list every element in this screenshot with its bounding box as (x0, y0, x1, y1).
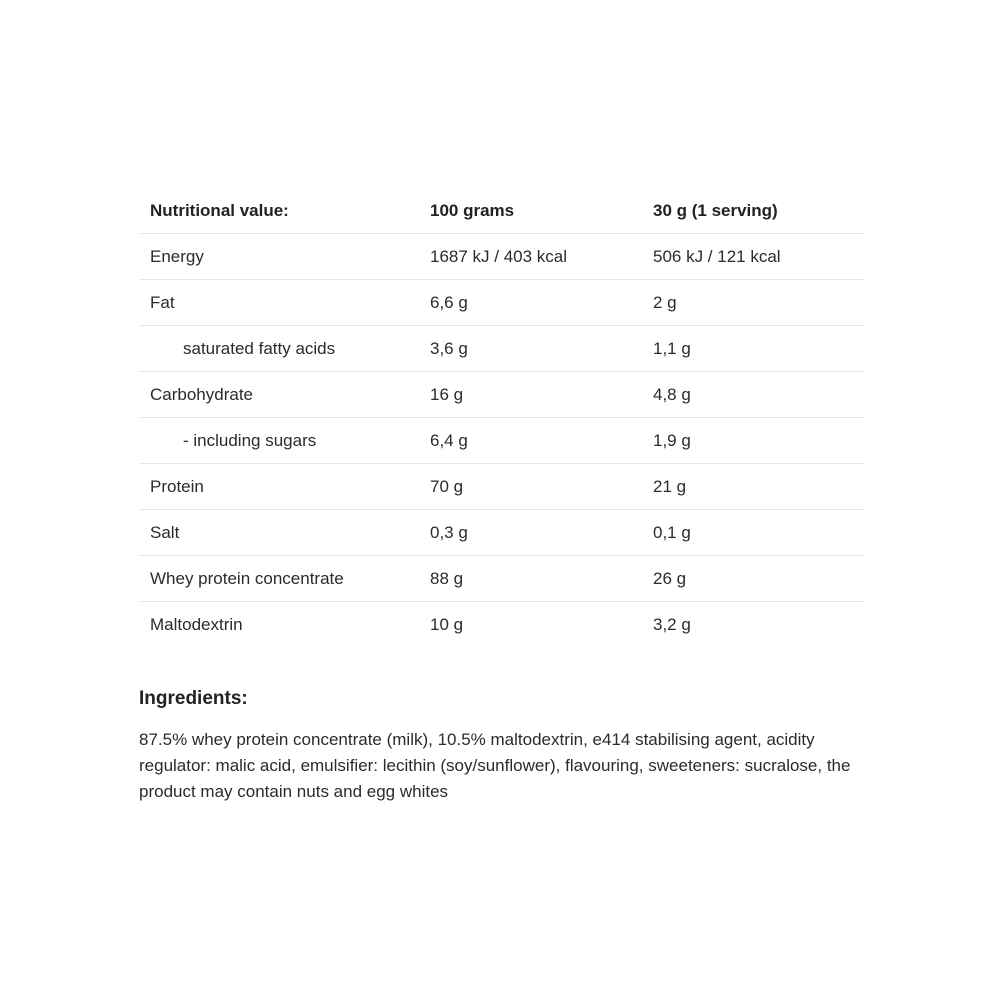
table-row (139, 556, 864, 602)
row-per-100: 70 g (430, 464, 653, 510)
ingredients-title: Ingredients: (139, 688, 248, 709)
table-row (139, 464, 864, 510)
header-serving: 30 g (1 serving) (653, 188, 864, 234)
table-header-row (139, 188, 864, 234)
row-per-serving: 26 g (653, 556, 864, 602)
row-per-serving: 1,9 g (653, 418, 864, 464)
row-per-serving: 1,1 g (653, 326, 864, 372)
table-row (139, 280, 864, 326)
row-per-100: 10 g (430, 614, 464, 634)
table-row (139, 234, 864, 280)
ingredients-text: 87.5% whey protein concentrate (milk), 10.5% maltodextrin, e414 stabilising agent, acidity regulator: malic acid, emulsifier: lecithin (soy/sunflower), flavouring, sweeteners: sucralose, the product may contain nuts and egg whites (139, 730, 851, 801)
row-per-serving: 21 g (653, 464, 864, 510)
header-100-grams: 100 grams (430, 188, 653, 234)
row-per-100: 88 g (430, 556, 653, 602)
row-name: saturated fatty acids (139, 326, 430, 372)
row-name: Maltodextrin (150, 614, 243, 634)
row-per-serving: 506 kJ / 121 kcal (653, 234, 864, 280)
row-name: Whey protein concentrate (139, 556, 430, 602)
row-per-100: 1687 kJ / 403 kcal (430, 234, 653, 280)
table-row (139, 510, 864, 556)
row-per-100: 0,3 g (430, 510, 653, 556)
row-per-serving: 3,2 g (653, 614, 691, 634)
nutrition-table (139, 188, 864, 647)
row-per-serving: 4,8 g (653, 372, 864, 418)
row-name: Energy (139, 234, 430, 280)
row-per-100: 6,6 g (430, 280, 653, 326)
header-nutritional-value: Nutritional value: (139, 188, 430, 234)
row-per-100: 16 g (430, 372, 653, 418)
row-name: Carbohydrate (139, 372, 430, 418)
row-per-100: 6,4 g (430, 418, 653, 464)
table-row (139, 372, 864, 418)
row-per-serving: 2 g (653, 280, 864, 326)
table-row (139, 602, 864, 648)
row-per-serving: 0,1 g (653, 510, 864, 556)
row-name: Salt (139, 510, 430, 556)
row-name: Protein (139, 464, 430, 510)
row-name: Fat (139, 280, 430, 326)
row-per-100: 3,6 g (430, 326, 653, 372)
table-row (139, 418, 864, 464)
table-row (139, 326, 864, 372)
row-name: - including sugars (139, 418, 430, 464)
